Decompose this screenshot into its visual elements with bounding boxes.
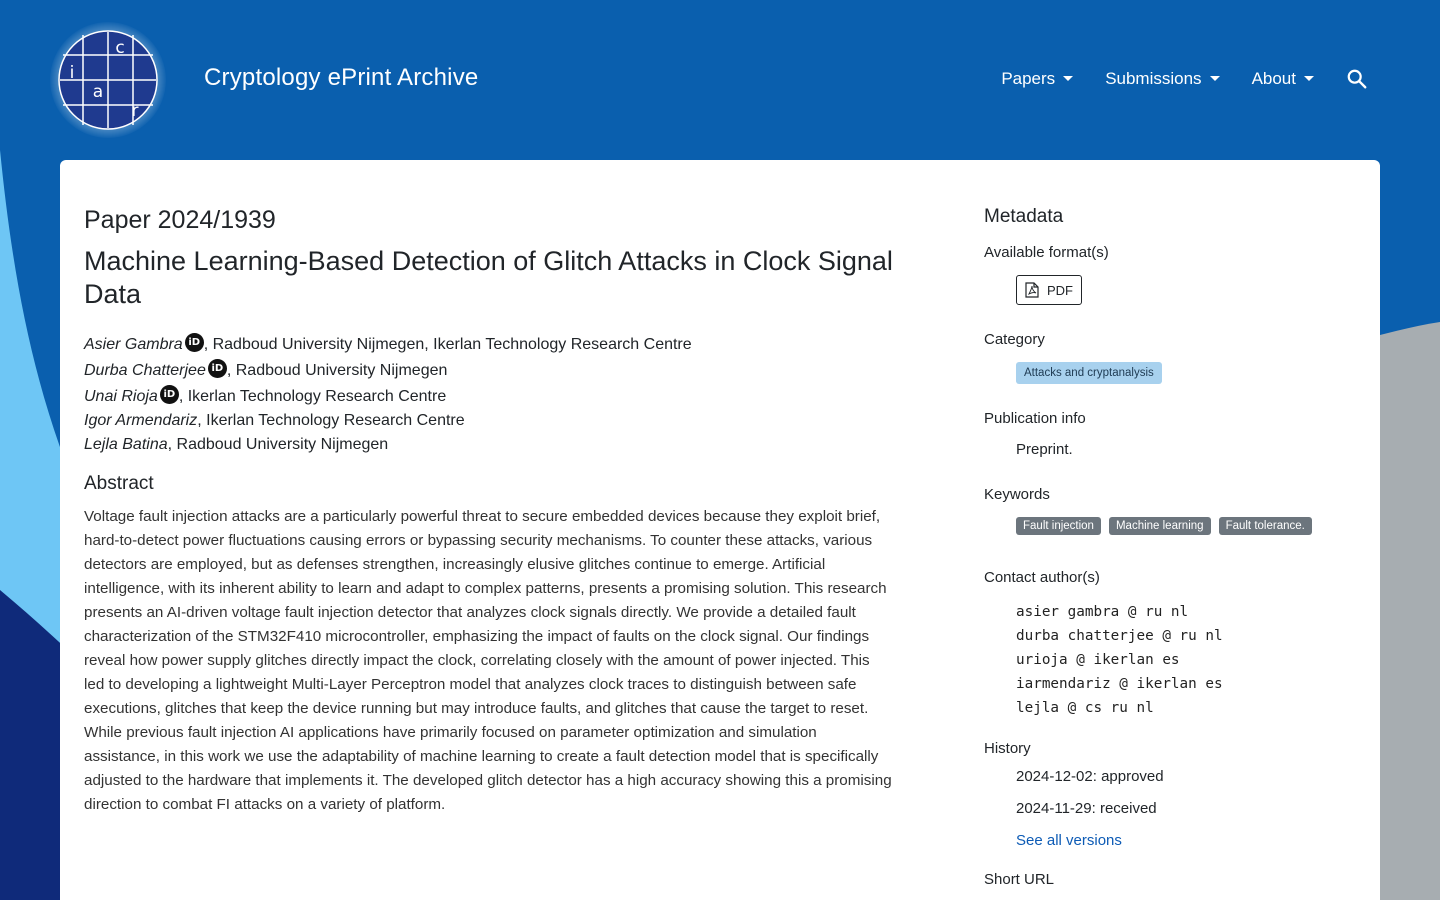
orcid-icon[interactable]: iD	[160, 385, 179, 404]
pdf-file-icon	[1025, 282, 1039, 298]
pdf-button[interactable]	[1016, 275, 1082, 305]
see-all-versions-link[interactable]: See all versions	[1016, 832, 1122, 849]
caret-down-icon	[1304, 76, 1314, 81]
pubinfo-value: Preprint.	[1016, 441, 1073, 458]
nav-papers-dropdown[interactable]	[1001, 69, 1073, 89]
contact-label: Contact author(s)	[984, 569, 1100, 586]
author-item	[84, 331, 894, 357]
caret-down-icon	[1063, 76, 1073, 81]
keyword-badge[interactable]: Machine learning	[1109, 517, 1211, 535]
svg-text:c: c	[115, 38, 125, 58]
metadata-heading: Metadata	[984, 206, 1064, 227]
iacr-logo-icon	[58, 30, 158, 130]
author-name: Igor Armendariz	[84, 412, 198, 429]
author-name: Durba Chatterjee	[84, 362, 206, 379]
keyword-badge[interactable]: Fault injection	[1016, 517, 1101, 535]
contact-email: urioja @ ikerlan es	[1016, 652, 1180, 668]
nav-papers-label: Papers	[1001, 69, 1056, 88]
formats-block	[1016, 275, 1344, 331]
svg-text:r: r	[131, 101, 139, 121]
author-list	[84, 331, 894, 457]
keyword-badge[interactable]: Fault tolerance.	[1219, 517, 1312, 535]
author-name: Unai Rioja	[84, 388, 158, 405]
author-affiliation: , Radboud University Nijmegen	[226, 362, 448, 379]
paper-id: Paper 2024/1939	[84, 206, 276, 234]
main-nav	[969, 68, 1368, 90]
nav-submissions-label: Submissions	[1105, 69, 1202, 88]
formats-label: Available format(s)	[984, 244, 1109, 261]
contact-email: asier gambra @ ru nl	[1016, 604, 1189, 620]
caret-down-icon	[1210, 76, 1220, 81]
orcid-icon[interactable]: iD	[185, 333, 204, 352]
history-label: History	[984, 740, 1031, 757]
keywords-label: Keywords	[984, 486, 1050, 503]
iacr-logo[interactable]	[50, 22, 166, 138]
keywords-list	[1016, 517, 1344, 535]
category-block	[1016, 362, 1344, 410]
svg-text:i: i	[69, 63, 75, 83]
author-affiliation: , Ikerlan Technology Research Centre	[197, 412, 465, 429]
history-item: 2024-11-29: received	[1016, 800, 1157, 817]
category-label: Category	[984, 331, 1045, 348]
nav-submissions-dropdown[interactable]	[1105, 69, 1219, 89]
site-header	[0, 0, 1440, 160]
author-item	[84, 409, 894, 433]
author-name: Lejla Batina	[84, 436, 168, 453]
svg-text:a: a	[92, 82, 104, 102]
author-affiliation: , Radboud University Nijmegen	[167, 436, 389, 453]
nav-about-label: About	[1251, 69, 1296, 88]
author-item	[84, 383, 894, 409]
author-item	[84, 357, 894, 383]
history-list	[1016, 761, 1344, 857]
nav-about-dropdown[interactable]	[1252, 69, 1314, 89]
author-affiliation: , Ikerlan Technology Research Centre	[178, 388, 447, 405]
short-url-label: Short URL	[984, 871, 1055, 888]
category-badge[interactable]: Attacks and cryptanalysis	[1016, 362, 1162, 384]
author-item	[84, 433, 894, 457]
paper-title: Machine Learning-Based Detection of Glitch Attacks in Clock Signal Data	[84, 246, 893, 309]
paper-card	[60, 160, 1380, 900]
paper-main	[84, 206, 894, 817]
contact-email: durba chatterjee @ ru nl	[1016, 628, 1223, 644]
pdf-label: PDF	[1047, 282, 1073, 298]
history-item: 2024-12-02: approved	[1016, 768, 1164, 785]
abstract-heading: Abstract	[84, 473, 154, 494]
orcid-icon[interactable]: iD	[208, 359, 227, 378]
contact-list	[1016, 600, 1344, 720]
site-title[interactable]: Cryptology ePrint Archive	[204, 64, 479, 91]
abstract-text: Voltage fault injection attacks are a particularly powerful threat to secure embedded devices because they exploit brief, hard-to-detect power fluctuations causing errors or bypassing security mechanisms. To counter these attacks, various detectors are employed, but as defenses strengthen, increasingly elusive glitches continue to emerge. Artificial intelligence, with its inherent ability to learn and adapt to complex patterns, presents a promising solution. This research presents an AI-driven voltage fault injection detector that analyzes clock signals directly. We provide a detailed fault characterization of the STM32F410 microcontroller, emphasizing the impact of faults on the clock signal. Our findings reveal how power supply glitches directly impact the clock, correlating closely with the amount of power injected. This led to developing a lightweight Multi-Layer Perceptron model that analyzes clock traces to distinguish between safe executions, glitches that keep the device running but may introduce faults, and glitches that cause the target to reset. While previous fault injection AI applications have primarily focused on parameter optimization and simulation assistance, in this work we use the adaptability of machine learning to create a fault detection model that is specifically adjusted to the hardware that implements it. The developed glitch detector has a high accuracy showing this a promising direction to combat FI attacks on a variety of platform.	[84, 508, 892, 813]
metadata-sidebar	[984, 206, 1344, 888]
pubinfo-label: Publication info	[984, 410, 1086, 427]
contact-email: lejla @ cs ru nl	[1016, 700, 1154, 716]
search-icon[interactable]	[1346, 68, 1368, 90]
contact-email: iarmendariz @ ikerlan es	[1016, 676, 1223, 692]
author-affiliation: , Radboud University Nijmegen, Ikerlan Technology Research Centre	[203, 336, 692, 353]
author-name: Asier Gambra	[84, 336, 183, 353]
